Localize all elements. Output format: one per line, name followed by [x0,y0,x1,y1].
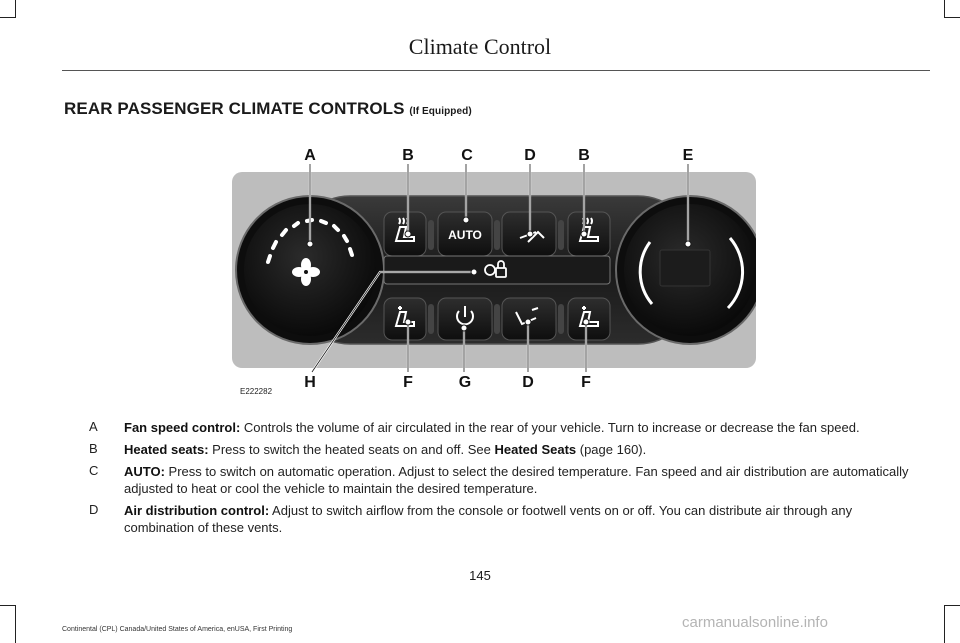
callout-label-f: F [581,374,591,391]
header-rule [62,70,930,71]
figure-image-id: E222282 [240,387,273,396]
callout-label-f: F [403,374,413,391]
crop-mark [0,17,16,18]
lock-strip [384,256,610,284]
callout-label-a: A [304,147,316,164]
callout-label-b: B [578,147,590,164]
auto-label: AUTO [448,228,482,242]
desc-ref-page: (page 160). [576,442,647,457]
crop-mark [944,605,945,643]
button-divider [428,304,434,334]
page-header-title: Climate Control [408,34,552,59]
button-divider [558,220,564,250]
button-divider [558,304,564,334]
desc-term: Heated seats: [124,442,209,457]
callout-label-c: C [461,147,473,164]
desc-b [124,441,924,458]
button-divider [494,220,500,250]
desc-d [124,502,924,536]
climate-panel-figure [232,138,756,400]
section-title-text: REAR PASSENGER CLIMATE CONTROLS [64,99,405,118]
callout-label-d: D [522,374,534,391]
desc-text: Press to switch on automatic operation. Adjust to select the desired temperature. Fan speed and air distribution are automatically adjusted to heat or cool the vehicle to maintain the desired temperature. [124,464,909,496]
callout-label-d: D [524,147,536,164]
desc-term: Fan speed control: [124,420,241,435]
desc-key-b: B [89,441,98,456]
desc-key-a: A [89,419,98,434]
crop-mark [15,605,16,643]
callout-label-e: E [682,147,694,164]
page-number: 145 [469,568,491,583]
callout-label-b: B [402,147,414,164]
desc-text: Press to switch the heated seats on and off. See [208,442,495,457]
page-footer: Continental (CPL) Canada/United States of America, enUSA, First Printing [62,626,293,633]
temperature-display [660,250,710,286]
callout-label-g: G [458,374,472,391]
watermark: carmanualsonline.info [682,614,828,631]
heated-seats-link[interactable]: Heated Seats [494,442,577,457]
button-divider [494,304,500,334]
button-divider [428,220,434,250]
desc-key-d: D [89,502,99,517]
callout-label-h: H [304,374,316,391]
crop-mark [944,0,945,18]
bottom-button-row [384,298,610,340]
desc-term: Air distribution control: [124,503,270,518]
crop-mark [15,0,16,18]
desc-key-c: C [89,463,99,478]
desc-text: Adjust to switch airflow from the console or footwell vents on or off. You can distribute air through any combination of these vents. [124,503,853,535]
crop-mark [944,605,960,606]
desc-text: Controls the volume of air circulated in the rear of your vehicle. Turn to increase or decrease the fan speed. [240,420,860,435]
desc-c [124,463,924,497]
crop-mark [944,17,960,18]
section-title [64,99,472,119]
crop-mark [0,605,16,606]
desc-term: AUTO: [124,464,165,479]
desc-a [124,419,924,436]
section-title-qualifier: (If Equipped) [409,106,472,117]
